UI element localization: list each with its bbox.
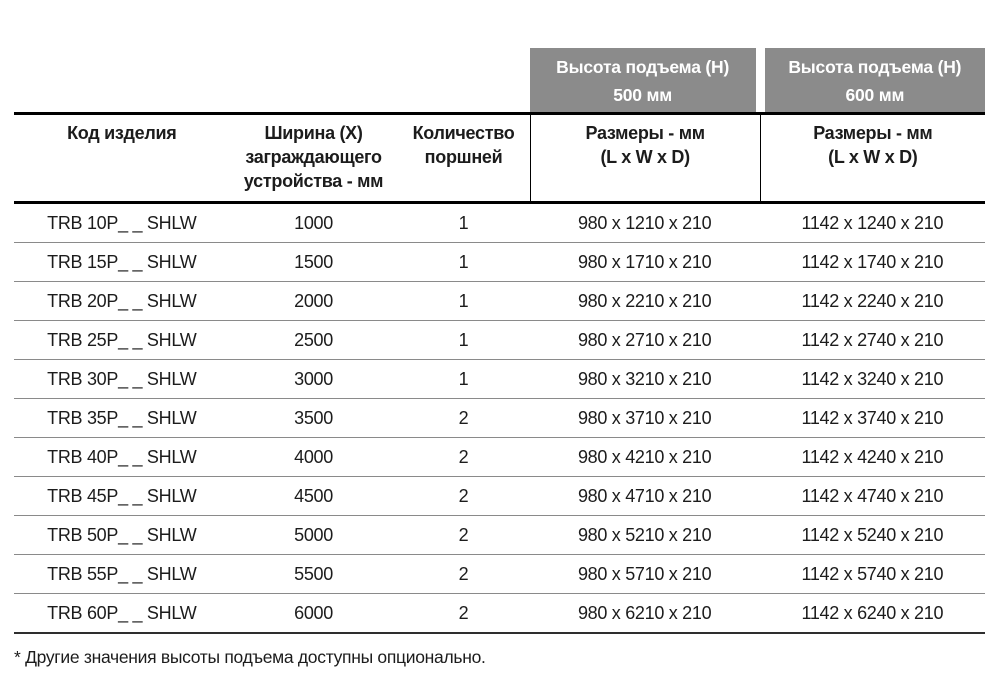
cell-dims-600: 1142 x 4240 x 210 [801, 446, 944, 467]
lift-height-600-title: Высота подъема (H) [788, 57, 962, 77]
header-line: поршней [424, 147, 503, 167]
cell-width: 6000 [294, 602, 333, 623]
header-line: Ширина (X) [264, 123, 363, 143]
cell-dims-500: 980 x 5210 x 210 [577, 524, 712, 545]
table-row [14, 321, 985, 360]
column-header-product-code [14, 115, 230, 201]
cell-pistons: 2 [458, 563, 469, 584]
cell-product-code: TRB 50P_ _ SHLW [47, 524, 197, 545]
cell-pistons: 2 [458, 524, 469, 545]
cell-pistons: 1 [458, 368, 469, 389]
cell-pistons: 2 [458, 602, 469, 623]
table-row [14, 594, 985, 634]
cell-product-code: TRB 15P_ _ SHLW [47, 251, 197, 272]
table-row [14, 516, 985, 555]
lift-height-band [14, 48, 985, 112]
cell-width: 3500 [294, 407, 333, 428]
header-line: Код изделия [67, 123, 177, 143]
cell-dims-600: 1142 x 3740 x 210 [801, 407, 944, 428]
band-spacer [14, 48, 530, 112]
cell-dims-500: 980 x 5710 x 210 [577, 563, 712, 584]
cell-width: 2000 [294, 290, 333, 311]
cell-dims-600: 1142 x 3240 x 210 [801, 368, 944, 389]
header-line: (L x W x D) [600, 147, 690, 167]
cell-pistons: 1 [458, 290, 469, 311]
cell-product-code: TRB 35P_ _ SHLW [47, 407, 197, 428]
header-line: Размеры - мм [585, 123, 705, 143]
cell-width: 4000 [294, 446, 333, 467]
header-line: (L x W x D) [828, 147, 918, 167]
lift-height-500-value: 500 мм [613, 85, 672, 105]
cell-dims-500: 980 x 2210 x 210 [577, 290, 712, 311]
column-header-dims-600 [760, 115, 985, 201]
cell-dims-500: 980 x 4710 x 210 [577, 485, 712, 506]
cell-dims-500: 980 x 1210 x 210 [577, 212, 712, 233]
column-header-width [230, 115, 398, 201]
cell-width: 5000 [294, 524, 333, 545]
cell-width: 4500 [294, 485, 333, 506]
cell-pistons: 1 [458, 329, 469, 350]
cell-width: 3000 [294, 368, 333, 389]
table-row [14, 282, 985, 321]
cell-pistons: 2 [458, 446, 469, 467]
header-line: заграждающего [245, 147, 382, 167]
column-header-pistons [398, 115, 530, 201]
cell-dims-500: 980 x 4210 x 210 [577, 446, 712, 467]
cell-dims-500: 980 x 2710 x 210 [577, 329, 712, 350]
cell-dims-600: 1142 x 4740 x 210 [801, 485, 944, 506]
cell-product-code: TRB 45P_ _ SHLW [47, 485, 197, 506]
cell-pistons: 2 [458, 407, 469, 428]
lift-height-600-header [765, 48, 985, 112]
cell-width: 1000 [294, 212, 333, 233]
cell-product-code: TRB 20P_ _ SHLW [47, 290, 197, 311]
table-row [14, 477, 985, 516]
cell-dims-600: 1142 x 5740 x 210 [801, 563, 944, 584]
header-line: Размеры - мм [813, 123, 933, 143]
cell-product-code: TRB 60P_ _ SHLW [47, 602, 197, 623]
cell-width: 5500 [294, 563, 333, 584]
lift-height-600-value: 600 мм [845, 85, 905, 105]
cell-width: 2500 [294, 329, 333, 350]
cell-product-code: TRB 25P_ _ SHLW [47, 329, 197, 350]
cell-dims-500: 980 x 1710 x 210 [577, 251, 712, 272]
column-header-row [14, 112, 985, 204]
cell-dims-600: 1142 x 1240 x 210 [801, 212, 944, 233]
lift-height-500-title: Высота подъема (H) [556, 57, 730, 77]
cell-pistons: 2 [458, 485, 469, 506]
column-header-dims-500 [530, 115, 760, 201]
cell-dims-600: 1142 x 2740 x 210 [801, 329, 944, 350]
cell-product-code: TRB 30P_ _ SHLW [47, 368, 197, 389]
footnote: * Другие значения высоты подъема доступны опционально. [14, 647, 486, 667]
header-line: Количество [412, 123, 515, 143]
cell-dims-600: 1142 x 2240 x 210 [801, 290, 944, 311]
table-row [14, 204, 985, 243]
table-row [14, 360, 985, 399]
table-row [14, 438, 985, 477]
cell-dims-500: 980 x 3210 x 210 [577, 368, 712, 389]
cell-dims-600: 1142 x 5240 x 210 [801, 524, 944, 545]
cell-dims-500: 980 x 3710 x 210 [577, 407, 712, 428]
cell-product-code: TRB 55P_ _ SHLW [47, 563, 197, 584]
table-row [14, 555, 985, 594]
table-row [14, 243, 985, 282]
cell-dims-500: 980 x 6210 x 210 [577, 602, 712, 623]
table-body [14, 204, 985, 634]
product-spec-table [14, 48, 985, 668]
cell-pistons: 1 [458, 251, 469, 272]
table-row [14, 399, 985, 438]
cell-width: 1500 [294, 251, 333, 272]
cell-dims-600: 1142 x 1740 x 210 [801, 251, 944, 272]
lift-height-500-header [530, 48, 756, 112]
cell-dims-600: 1142 x 6240 x 210 [801, 602, 944, 623]
cell-pistons: 1 [458, 212, 469, 233]
cell-product-code: TRB 40P_ _ SHLW [47, 446, 197, 467]
cell-product-code: TRB 10P_ _ SHLW [47, 212, 197, 233]
header-line: устройства - мм [243, 171, 384, 191]
